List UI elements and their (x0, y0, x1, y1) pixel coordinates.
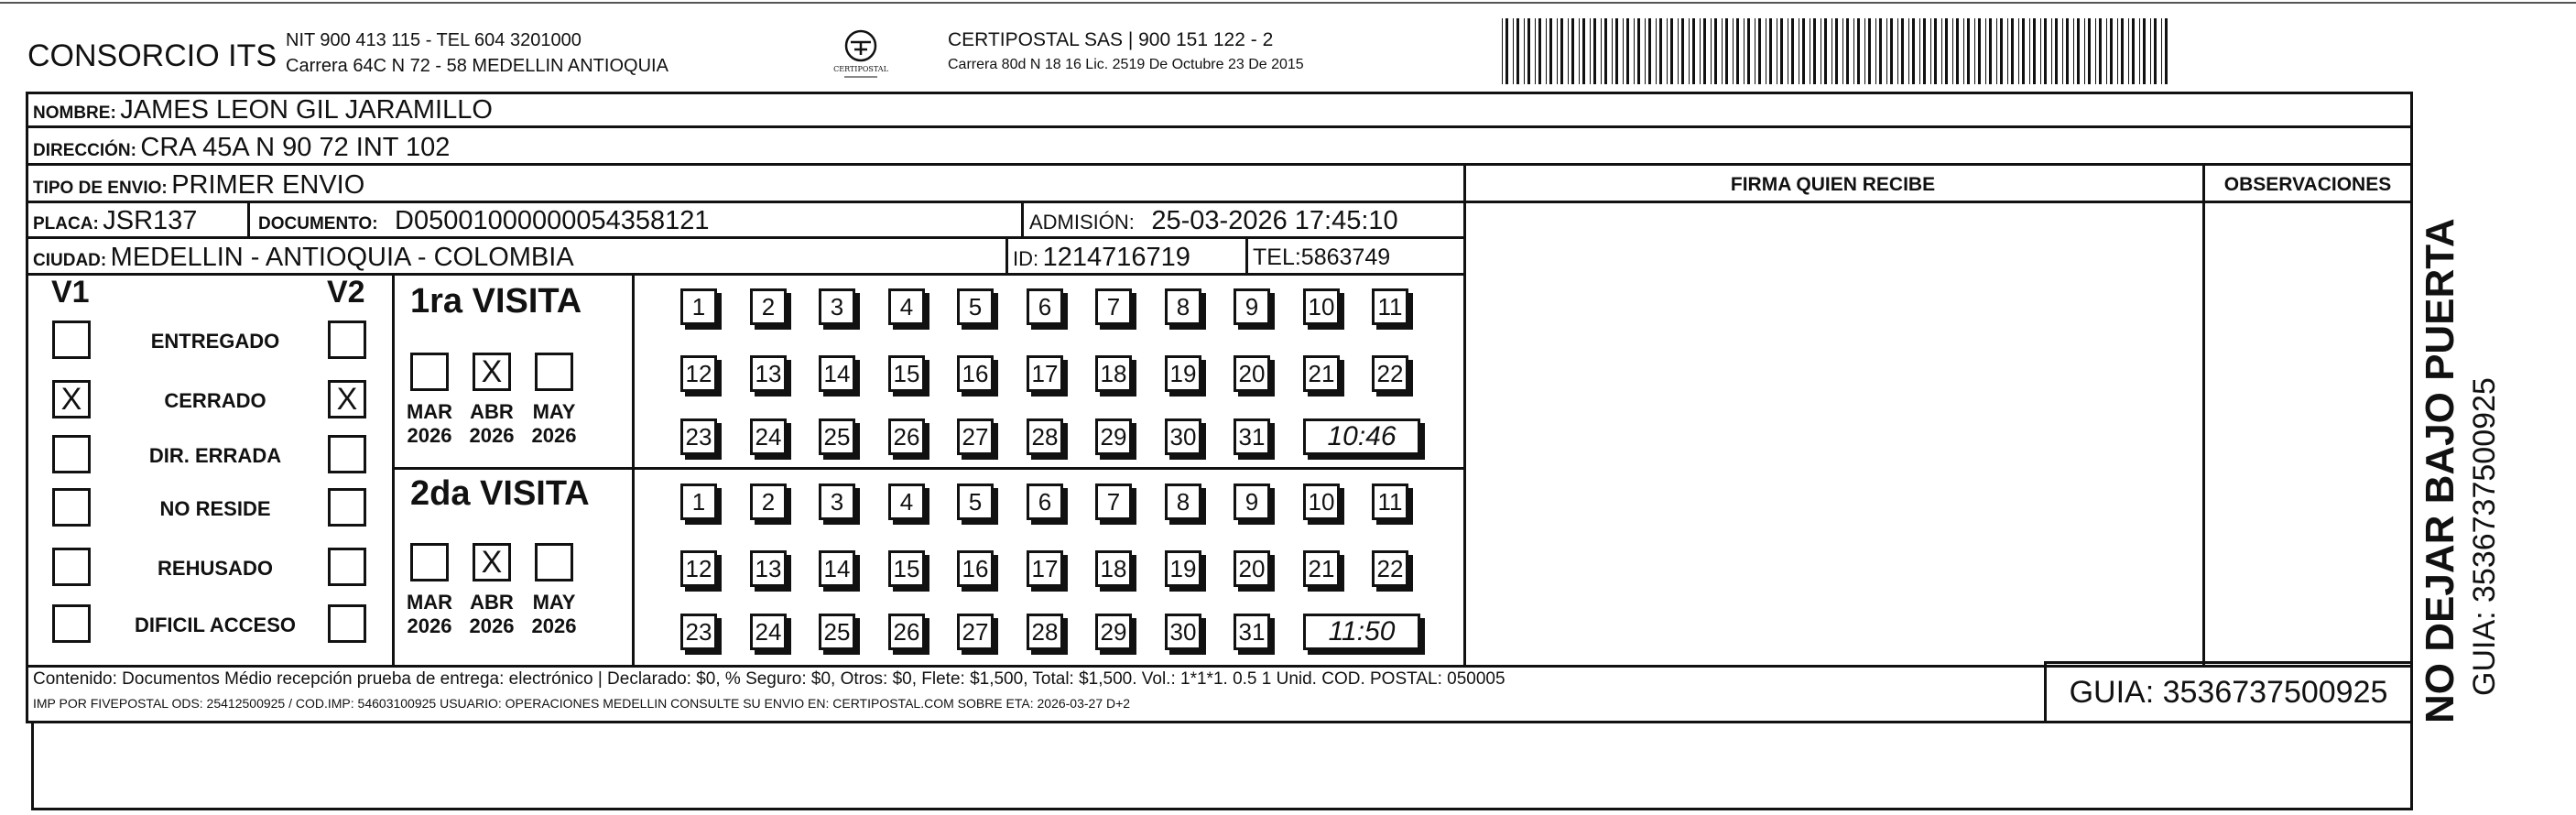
barcode-bar (1582, 18, 1585, 84)
status-v2-checkbox[interactable] (328, 488, 366, 527)
barcode-bar (1736, 18, 1739, 84)
plate-label: PLACA: (33, 214, 99, 234)
barcode-bar (1516, 18, 1519, 84)
barcode-bar (2150, 18, 2151, 84)
barcode-bar (1513, 18, 1514, 84)
col-divider (2202, 163, 2205, 665)
tel-label: TEL: (1253, 244, 1301, 270)
barcode-bar (1791, 18, 1794, 84)
day-box[interactable]: 14 (819, 550, 855, 587)
barcode-bar (1733, 18, 1734, 84)
day-box[interactable]: 25 (819, 418, 855, 455)
barcode-bar (1930, 18, 1931, 84)
day-box[interactable]: 8 (1165, 484, 1201, 520)
status-v2-checkbox[interactable] (328, 548, 366, 586)
visit2-title: 2da VISITA (410, 474, 590, 513)
month-label (526, 400, 582, 448)
company-nit: NIT 900 413 115 - TEL 604 3201000 (286, 30, 582, 50)
barcode-bar (1656, 18, 1657, 84)
month-checkbox[interactable]: X (473, 353, 511, 391)
day-box[interactable]: 18 (1095, 355, 1132, 392)
day-box[interactable]: 27 (957, 418, 994, 455)
day-box[interactable]: 7 (1095, 288, 1132, 325)
barcode-bar (1601, 18, 1602, 84)
status-v2-checkbox[interactable] (328, 604, 366, 643)
month-year: 2026 (407, 614, 452, 637)
col-divider (1463, 163, 1466, 665)
barcode-bar (1996, 18, 1997, 84)
day-box[interactable]: 1 (680, 288, 717, 325)
footer-line2: IMP POR FIVEPOSTAL ODS: 25412500925 / COD.IMP: 54603100925 USUARIO: OPERACIONES MEDELLIN CONSULTE SU ENVIO EN: CERTIPOSTAL.COM SOBRE ETA: 2026-03-27 D+2 (33, 696, 1131, 711)
barcode-bar (2095, 18, 2096, 84)
barcode-bar (1626, 18, 1629, 84)
document-value: D05001000000054358121 (395, 206, 710, 235)
day-box[interactable]: 19 (1165, 355, 1201, 392)
barcode-bar (1612, 18, 1613, 84)
barcode-bar (2154, 18, 2157, 84)
barcode-bar (1967, 18, 1970, 84)
barcode-bar (2132, 18, 2135, 84)
status-v2-checkbox[interactable] (328, 321, 366, 359)
address-row (33, 133, 450, 163)
month-name: MAR (406, 591, 453, 614)
day-box[interactable]: 26 (888, 614, 925, 650)
barcode-bar (1941, 18, 1942, 84)
status-label: DIR. ERRADA (148, 444, 282, 467)
barcode-bar (1963, 18, 1964, 84)
day-box[interactable]: 15 (888, 550, 925, 587)
month-name: ABR (470, 591, 514, 614)
day-box[interactable]: 17 (1027, 355, 1063, 392)
address-label: DIRECCIÓN: (33, 141, 136, 160)
month-label (463, 400, 520, 448)
barcode-bar (1934, 18, 1937, 84)
name-value: JAMES LEON GIL JARAMILLO (120, 95, 493, 125)
day-box[interactable]: 24 (750, 418, 787, 455)
barcode-bar (1835, 18, 1838, 84)
barcode-bar (1645, 18, 1646, 84)
barcode-bar (1780, 18, 1783, 84)
top-edge-line (0, 2, 2576, 4)
barcode-bar (1919, 18, 1920, 84)
city-label: CIUDAD: (33, 251, 107, 270)
company-name: CONSORCIO ITS (27, 38, 277, 73)
status-v1-checkbox[interactable] (52, 488, 91, 527)
status-v1-checkbox[interactable] (52, 435, 91, 473)
day-box[interactable]: 15 (888, 355, 925, 392)
time-box[interactable]: 11:50 (1303, 614, 1420, 650)
plate-value: JSR137 (103, 206, 198, 235)
barcode-bar (1985, 18, 1986, 84)
barcode-bar (1557, 18, 1558, 84)
barcode-bar (1637, 18, 1640, 84)
certipostal-logo-icon (824, 26, 897, 82)
month-year: 2026 (531, 614, 577, 637)
month-name: MAY (532, 591, 576, 614)
tel-field (1253, 244, 1390, 271)
barcode-bar (1824, 18, 1827, 84)
barcode-bar (1711, 18, 1712, 84)
day-box[interactable]: 29 (1095, 418, 1132, 455)
barcode-bar (1886, 18, 1887, 84)
barcode-bar (1989, 18, 1992, 84)
day-box[interactable]: 21 (1303, 550, 1340, 587)
barcode-bar (1978, 18, 1981, 84)
barcode-bar (1813, 18, 1816, 84)
status-label: ENTREGADO (150, 330, 280, 353)
month-label (401, 591, 458, 638)
barcode-bar (1648, 18, 1651, 84)
side-warning-text: NO DEJAR BAJO PUERTA (2418, 218, 2462, 723)
barcode-bar (1974, 18, 1975, 84)
status-label: NO RESIDE (159, 497, 271, 520)
send-type-value: PRIMER ENVIO (171, 170, 365, 200)
month-checkbox[interactable] (535, 543, 573, 581)
time-box[interactable]: 10:46 (1303, 418, 1420, 455)
barcode-bar (2099, 18, 2102, 84)
barcode-bar (1747, 18, 1750, 84)
day-box[interactable]: 16 (957, 550, 994, 587)
admission-value: 25-03-2026 17:45:10 (1151, 206, 1398, 235)
day-box[interactable]: 20 (1234, 355, 1270, 392)
day-box[interactable]: 30 (1165, 418, 1201, 455)
col-divider (247, 201, 250, 236)
barcode-bar (1681, 18, 1684, 84)
barcode-bar (2051, 18, 2052, 84)
day-box[interactable]: 13 (750, 550, 787, 587)
barcode-bar (1864, 18, 1865, 84)
barcode-bar (1634, 18, 1635, 84)
signature-header: FIRMA QUIEN RECIBE (1730, 174, 1936, 195)
day-box[interactable]: 12 (680, 355, 717, 392)
row-divider (26, 163, 2413, 166)
barcode-bar (1700, 18, 1701, 84)
barcode-bar (1546, 18, 1547, 84)
barcode-bar (2088, 18, 2091, 84)
month-name: ABR (470, 400, 514, 423)
barcode-bar (1923, 18, 1926, 84)
city-field (33, 243, 574, 273)
day-box[interactable]: 13 (750, 355, 787, 392)
row-divider (26, 125, 2413, 128)
status-label: DIFICIL ACCESO (134, 614, 296, 636)
day-box[interactable]: 6 (1027, 288, 1063, 325)
month-year: 2026 (407, 424, 452, 447)
day-box[interactable]: 16 (957, 355, 994, 392)
barcode-bar (2040, 18, 2041, 84)
barcode-bar (1670, 18, 1673, 84)
day-box[interactable]: 11 (1372, 288, 1408, 325)
barcode-bar (1667, 18, 1668, 84)
day-box[interactable]: 5 (957, 288, 994, 325)
name-label: NOMBRE: (33, 103, 116, 123)
day-box[interactable]: 7 (1095, 484, 1132, 520)
day-box[interactable]: 9 (1234, 484, 1270, 520)
col-divider (1005, 236, 1008, 273)
status-v2-checkbox[interactable] (328, 435, 366, 473)
status-label: REHUSADO (158, 557, 273, 580)
barcode-bar (2110, 18, 2113, 84)
barcode-bar (1593, 18, 1596, 84)
barcode-bar (1590, 18, 1591, 84)
courier-name: CERTIPOSTAL SAS | 900 151 122 - 2 (948, 29, 1274, 50)
month-year: 2026 (531, 424, 577, 447)
barcode-bar (1678, 18, 1679, 84)
barcode-bar (2143, 18, 2146, 84)
barcode-bar (1868, 18, 1871, 84)
barcode-bar (2044, 18, 2047, 84)
month-name: MAY (532, 400, 576, 423)
barcode-bar (1802, 18, 1805, 84)
day-box[interactable]: 5 (957, 484, 994, 520)
day-box[interactable]: 26 (888, 418, 925, 455)
day-box[interactable]: 10 (1303, 288, 1340, 325)
bottom-frame (31, 723, 2413, 810)
day-box[interactable]: 25 (819, 614, 855, 650)
barcode-bar (1689, 18, 1690, 84)
barcode-bar (1842, 18, 1843, 84)
footer-guia: GUIA: 3536737500925 (2044, 661, 2413, 723)
barcode-bar (1908, 18, 1909, 84)
barcode-bar (1560, 18, 1563, 84)
barcode-bar (1692, 18, 1695, 84)
month-checkbox[interactable] (410, 353, 449, 391)
side-guia-text: GUIA: 3536737500925 (2467, 377, 2502, 696)
day-box[interactable]: 17 (1027, 550, 1063, 587)
barcode-bar (1846, 18, 1849, 84)
id-label: ID: (1013, 247, 1039, 270)
barcode-bar (2029, 18, 2030, 84)
barcode-bar (1538, 18, 1541, 84)
barcode-bar (2062, 18, 2063, 84)
barcode-bar (2106, 18, 2107, 84)
v1-label: V1 (51, 275, 90, 310)
month-label (526, 591, 582, 638)
day-box[interactable]: 21 (1303, 355, 1340, 392)
row-divider (392, 467, 1463, 470)
month-label (401, 400, 458, 448)
send-type-row (33, 170, 364, 201)
day-box[interactable]: 3 (819, 288, 855, 325)
barcode-bar (1831, 18, 1832, 84)
month-label (463, 591, 520, 638)
day-box[interactable]: 3 (819, 484, 855, 520)
day-box[interactable]: 22 (1372, 550, 1408, 587)
day-box[interactable]: 23 (680, 418, 717, 455)
day-box[interactable]: 28 (1027, 614, 1063, 650)
company-address: Carrera 64C N 72 - 58 MEDELLIN ANTIOQUIA (286, 56, 668, 76)
id-field (1013, 243, 1190, 273)
day-box[interactable]: 4 (888, 484, 925, 520)
day-box[interactable]: 1 (680, 484, 717, 520)
barcode-bar (2165, 18, 2168, 84)
row-divider (1463, 201, 2413, 203)
name-row (33, 95, 493, 125)
barcode-bar (1568, 18, 1569, 84)
day-box[interactable]: 4 (888, 288, 925, 325)
barcode-bar (1853, 18, 1854, 84)
plate-field (33, 206, 197, 236)
v2-label: V2 (327, 275, 365, 310)
courier-address: Carrera 80d N 18 16 Lic. 2519 De Octubre 23 De 2015 (948, 57, 1304, 72)
day-box[interactable]: 8 (1165, 288, 1201, 325)
day-box[interactable]: 2 (750, 484, 787, 520)
barcode-bar (1912, 18, 1915, 84)
row-divider (26, 201, 1463, 203)
barcode-bar (2084, 18, 2085, 84)
day-box[interactable]: 29 (1095, 614, 1132, 650)
barcode-bar (1945, 18, 1948, 84)
observations-header: OBSERVACIONES (2223, 174, 2392, 195)
status-v1-checkbox[interactable]: X (52, 380, 91, 418)
send-type-label: TIPO DE ENVIO: (33, 179, 168, 198)
barcode-bar (1623, 18, 1624, 84)
status-label: CERRADO (164, 389, 266, 412)
day-box[interactable]: 2 (750, 288, 787, 325)
svg-text:CERTIPOSTAL: CERTIPOSTAL (833, 65, 888, 73)
document-field (258, 206, 710, 236)
day-box[interactable]: 19 (1165, 550, 1201, 587)
barcode-bar (2161, 18, 2162, 84)
day-box[interactable]: 18 (1095, 550, 1132, 587)
barcode-bar (1875, 18, 1876, 84)
barcode-bar (1527, 18, 1530, 84)
barcode-bar (2066, 18, 2069, 84)
month-checkbox[interactable] (535, 353, 573, 391)
day-box[interactable]: 20 (1234, 550, 1270, 587)
day-box[interactable]: 30 (1165, 614, 1201, 650)
barcode-bar (1890, 18, 1893, 84)
barcode-bar (2000, 18, 2003, 84)
barcode-bar (2139, 18, 2140, 84)
month-year: 2026 (469, 424, 515, 447)
barcode-bar (1952, 18, 1953, 84)
barcode-bar (1956, 18, 1959, 84)
barcode-bar (1897, 18, 1898, 84)
barcode-bar (1505, 18, 1508, 84)
day-box[interactable]: 9 (1234, 288, 1270, 325)
barcode-bar (2007, 18, 2008, 84)
barcode-bar (1703, 18, 1706, 84)
barcode-bar (2055, 18, 2058, 84)
barcode-bar (1579, 18, 1580, 84)
day-box[interactable]: 27 (957, 614, 994, 650)
barcode-bar (2022, 18, 2025, 84)
barcode-bar (1524, 18, 1525, 84)
visit1-title: 1ra VISITA (410, 282, 582, 321)
barcode-bar (1725, 18, 1728, 84)
barcode-bar (2073, 18, 2074, 84)
barcode-bar (1722, 18, 1723, 84)
barcode-bar (2121, 18, 2124, 84)
certipostal-logo (824, 26, 897, 82)
day-box[interactable]: 28 (1027, 418, 1063, 455)
col-divider (1021, 201, 1024, 236)
barcode (1502, 18, 2179, 84)
day-box[interactable]: 14 (819, 355, 855, 392)
barcode-bar (1857, 18, 1860, 84)
barcode-bar (1879, 18, 1882, 84)
day-box[interactable]: 6 (1027, 484, 1063, 520)
barcode-bar (1714, 18, 1717, 84)
status-v1-checkbox[interactable] (52, 604, 91, 643)
barcode-bar (1535, 18, 1536, 84)
day-box[interactable]: 24 (750, 614, 787, 650)
address-value: CRA 45A N 90 72 INT 102 (140, 133, 451, 162)
row-divider (26, 273, 1463, 276)
month-checkbox[interactable]: X (473, 543, 511, 581)
status-v1-checkbox[interactable] (52, 321, 91, 359)
barcode-bar (2117, 18, 2118, 84)
col-divider (1245, 236, 1248, 273)
document-label: DOCUMENTO: (258, 214, 378, 234)
day-box[interactable]: 22 (1372, 355, 1408, 392)
barcode-bar (1744, 18, 1745, 84)
status-v1-checkbox[interactable] (52, 548, 91, 586)
id-value: 1214716719 (1042, 243, 1190, 272)
barcode-bar (1758, 18, 1761, 84)
barcode-bar (1659, 18, 1662, 84)
barcode-bar (2018, 18, 2019, 84)
barcode-bar (1615, 18, 1618, 84)
admission-field (1029, 206, 1398, 236)
barcode-bar (1549, 18, 1552, 84)
barcode-bar (1769, 18, 1772, 84)
day-box[interactable]: 23 (680, 614, 717, 650)
month-name: MAR (406, 400, 453, 423)
day-box[interactable]: 12 (680, 550, 717, 587)
month-year: 2026 (469, 614, 515, 637)
month-checkbox[interactable] (410, 543, 449, 581)
day-box[interactable]: 10 (1303, 484, 1340, 520)
barcode-bar (2077, 18, 2080, 84)
day-box[interactable]: 31 (1234, 418, 1270, 455)
admission-label: ADMISIÓN: (1029, 211, 1135, 234)
city-value: MEDELLIN - ANTIOQUIA - COLOMBIA (110, 243, 574, 272)
barcode-bar (1604, 18, 1607, 84)
footer-line1: Contenido: Documentos Médio recepción prueba de entrega: electrónico | Declarado: $0, % Seguro: $0, Otros: $0, Flete: $1,500, Total: $1,500. Vol.: 1*1*1. 0.5 1 Unid. COD. POSTAL: 050005 (33, 669, 1505, 689)
barcode-bar (1571, 18, 1574, 84)
status-v2-checkbox[interactable]: X (328, 380, 366, 418)
day-box[interactable]: 11 (1372, 484, 1408, 520)
barcode-bar (2128, 18, 2129, 84)
barcode-bar (2033, 18, 2036, 84)
barcode-bar (1502, 18, 1503, 84)
day-box[interactable]: 31 (1234, 614, 1270, 650)
barcode-bar (2011, 18, 2014, 84)
barcode-bar (1901, 18, 1904, 84)
tel-value: 5863749 (1300, 244, 1391, 270)
